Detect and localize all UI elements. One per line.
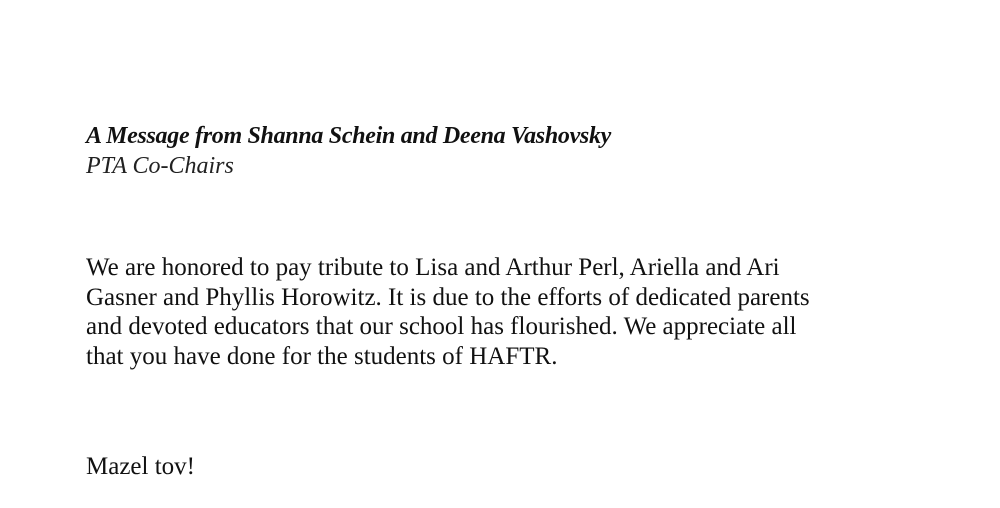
message-heading — [86, 121, 946, 181]
body-line: and devoted educators that our school has flourished. We appreciate all — [86, 313, 797, 340]
message-closing: Mazel tov! — [86, 453, 195, 480]
message-title: A Message from Shanna Schein and Deena Vashovsky — [86, 123, 612, 149]
body-line: that you have done for the students of HAFTR. — [86, 342, 558, 370]
body-line: We are honored to pay tribute to Lisa and Arthur Perl, Ariella and Ari — [86, 254, 780, 281]
body-line: Gasner and Phyllis Horowitz. It is due to the efforts of dedicated parents — [86, 283, 810, 311]
message-subtitle: PTA Co-Chairs — [86, 153, 234, 179]
message-body — [86, 253, 926, 371]
